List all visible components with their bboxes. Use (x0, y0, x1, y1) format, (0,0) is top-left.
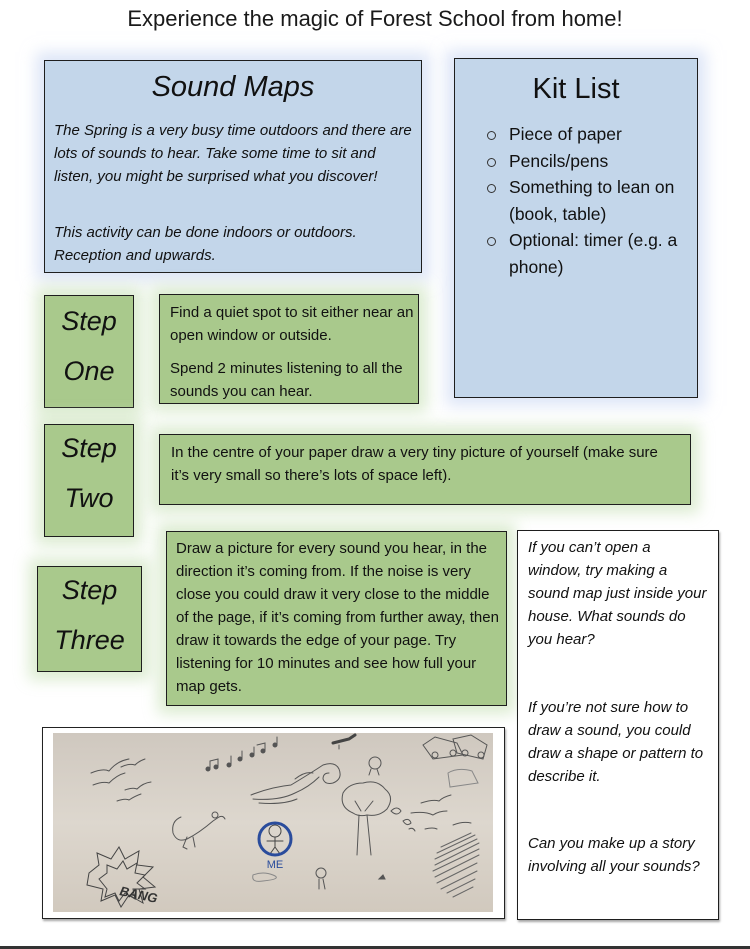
step-three-label-line1: Step (61, 575, 118, 605)
step-two-text1: In the centre of your paper draw a very tiny picture of yourself (make sure it’s very small so there’s lots of space left). (171, 444, 658, 484)
step-two-label-line1: Step (61, 433, 117, 463)
step-one-label-box (44, 295, 134, 408)
kit-list-item: Something to lean on (book, table) (487, 174, 699, 227)
kit-list-item: Optional: timer (e.g. a phone) (487, 227, 699, 280)
tip-story: Can you make up a story involving all your sounds? (528, 835, 700, 875)
sound-map-drawing (53, 733, 493, 912)
bird-bottom-icon (316, 868, 326, 889)
birds-right-icon (411, 795, 471, 829)
example-sound-map-frame (42, 727, 505, 919)
cars-icon (423, 735, 487, 787)
sound-maps-intro: The Spring is a very busy time outdoors and there are lots of sounds to hear. Take some time to sit and listen, you might be surprised what you discover! (54, 122, 412, 185)
bang-label: BANG (118, 883, 159, 906)
leaf-small-icon (379, 875, 385, 879)
tips-box (517, 530, 719, 920)
sound-maps-box (44, 60, 422, 273)
step-three-label-line2: Three (54, 625, 125, 655)
step-one-text2: Spend 2 minutes listening to all the sounds you can hear. (170, 360, 403, 400)
me-label: ME (266, 859, 284, 871)
circle-bullet-icon (487, 184, 496, 193)
kit-list-title: Kit List (532, 73, 620, 105)
rain-scribble-icon (433, 833, 479, 897)
kit-list-box (454, 58, 698, 398)
worm-icon (253, 873, 277, 881)
stick-figure-icon (267, 825, 283, 854)
tree-icon (342, 782, 390, 855)
bird-top-icon (369, 757, 381, 775)
sound-maps-title: Sound Maps (151, 71, 315, 103)
circle-bullet-icon (487, 237, 496, 246)
tip-open-window: If you can’t open a window, try making a sound map just inside your house. What sounds do you hear? (528, 539, 707, 648)
step-one-label-line1: Step (61, 306, 117, 336)
sound-maps-note: This activity can be done indoors or outdoors. Reception and upwards. (54, 224, 357, 264)
birds-left-icon (91, 759, 151, 801)
step-one-text-box (159, 294, 419, 404)
plane-icon (333, 735, 355, 749)
music-notes-icon (206, 737, 277, 771)
step-one-label-line2: One (63, 356, 115, 386)
step-three-text1: Draw a picture for every sound you hear, in the direction it’s coming from. If the noise is very close you could draw it very close to the middle of the page, if it’s coming from further away, then draw it towards the edge of your page. Try listening for 10 minutes and see how full your map gets. (176, 540, 499, 695)
tip-draw-shape: If you’re not sure how to draw a sound, you could draw a shape or pattern to describe it. (528, 699, 704, 785)
step-three-text-box (166, 531, 507, 706)
kit-list-item: Piece of paper (487, 121, 699, 148)
step-two-label-box (44, 424, 134, 537)
leaves-icon (391, 808, 415, 831)
kit-list-item: Pencils/pens (487, 148, 699, 175)
step-two-label-line2: Two (64, 483, 114, 513)
circle-bullet-icon (487, 158, 496, 167)
page-title: Experience the magic of Forest School from home! (127, 6, 623, 31)
step-two-text-box (159, 434, 691, 505)
step-one-text1: Find a quiet spot to sit either near an open window or outside. (170, 304, 414, 344)
example-sound-map-image (53, 733, 493, 912)
circle-bullet-icon (487, 131, 496, 140)
step-three-label-box (37, 566, 142, 672)
bird-left-icon (173, 812, 225, 849)
kit-list (487, 121, 699, 280)
wind-swirl-icon (251, 764, 340, 804)
